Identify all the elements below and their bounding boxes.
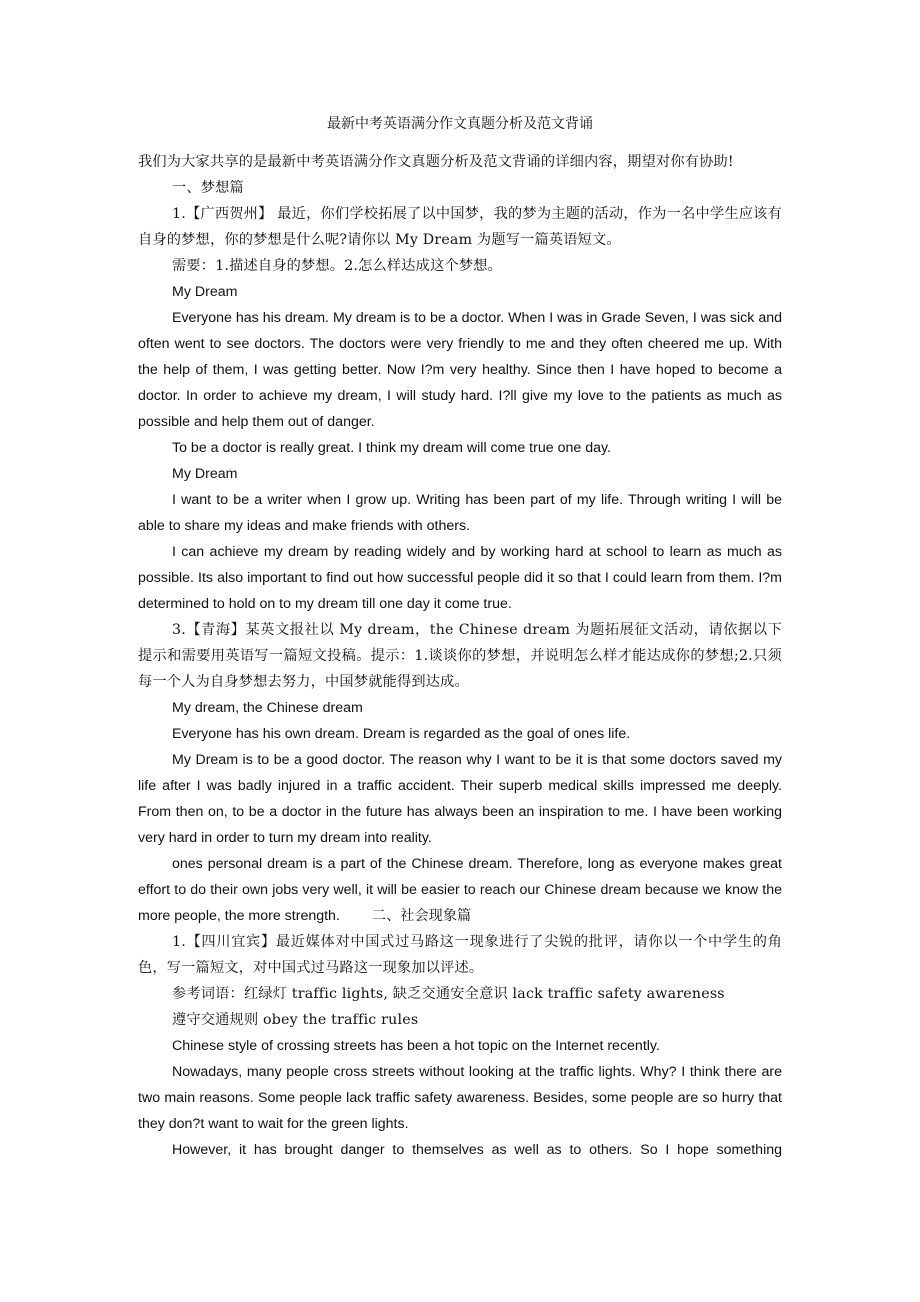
document-title: 最新中考英语满分作文真题分析及范文背诵 bbox=[327, 116, 593, 132]
vocabulary-line-2: 遵守交通规则 obey the traffic rules bbox=[172, 1012, 419, 1028]
essay-3-paragraph-2: My Dream is to be a good doctor. The reason why I want to be it is that some doctors saved my life after I was badly injured in a traffic accident. Their superb medical skills impressed me deeply. From then on, to be a doctor in the future has always been an inspiration to me. I have been working very hard in order to turn my dream into reality. bbox=[138, 752, 782, 846]
intro-paragraph: 我们为大家共享的是最新中考英语满分作文真题分析及范文背诵的详细内容，期望对你有协助! bbox=[138, 154, 734, 170]
essay-1-title: My Dream bbox=[172, 284, 238, 300]
essay-1-paragraph-1: Everyone has his dream. My dream is to be a doctor. When I was in Grade Seven, I was sick and often went to see doctors. The doctors were very friendly to me and they often cheered me up. With the help of them, I was getting better. Now I?m very healthy. Since then I have hoped to become a doctor. In order to achieve my dream, I will study hard. I?ll give my love to the patients as much as possible and help them out of danger. bbox=[138, 310, 782, 430]
essay-4-paragraph-3: However, it has brought danger to themselves as well as to others. So I hope something bbox=[172, 1142, 782, 1158]
vocabulary-line-1: 参考词语：红绿灯 traffic lights, 缺乏交通安全意识 lack traffic safety awareness bbox=[172, 986, 725, 1002]
essay-2-paragraph-2: I can achieve my dream by reading widely and by working hard at school to learn as much as possible. Its also important to find out how successful people did it so that I could learn from them. I?m determined to hold on to my dream till one day it come true. bbox=[138, 544, 782, 612]
question-sichuan-prompt: 1.【四川宜宾】最近媒体对中国式过马路这一现象进行了尖锐的批评，请你以一个中学生的角色，写一篇短文，对中国式过马路这一现象加以评述。 bbox=[138, 934, 782, 976]
essay-2-paragraph-1: I want to be a writer when I grow up. Writing has been part of my life. Through writing I will be able to share my ideas and make friends with others. bbox=[138, 492, 782, 534]
essay-1-paragraph-2: To be a doctor is really great. I think my dream will come true one day. bbox=[172, 440, 611, 456]
document-body bbox=[138, 149, 782, 1163]
essay-3-paragraph-3 bbox=[138, 851, 782, 929]
essay-3-paragraph-1: Everyone has his own dream. Dream is regarded as the goal of ones life. bbox=[172, 726, 631, 742]
essay-4-paragraph-2: Nowadays, many people cross streets without looking at the traffic lights. Why? I think there are two main reasons. Some people lack traffic safety awareness. Besides, some people are so hurry that they don?t want to wait for the green lights. bbox=[138, 1064, 782, 1132]
question-qinghai-prompt: 3.【青海】某英文报社以 My dream，the Chinese dream 为题拓展征文活动，请依据以下提示和需要用英语写一篇短文投稿。提示：1.谈谈你的梦想，并说明怎么样才能达成你的梦想;2.只须每一个人为自身梦想去努力，中国梦就能得到达成。 bbox=[138, 622, 782, 690]
question-hezhou-requirement: 需要：1.描述自身的梦想。2.怎么样达成这个梦想。 bbox=[172, 258, 503, 274]
question-hezhou-prompt: 1.【广西贺州】 最近，你们学校拓展了以中国梦，我的梦为主题的活动，作为一名中学生应该有自身的梦想，你的梦想是什么呢?请你以 My Dream 为题写一篇英语短文。 bbox=[138, 206, 782, 248]
section-heading-social: 二、社会现象篇 bbox=[371, 908, 472, 924]
essay-3-title: My dream, the Chinese dream bbox=[172, 700, 363, 716]
essay-2-title: My Dream bbox=[172, 466, 238, 482]
essay-4-paragraph-1: Chinese style of crossing streets has been a hot topic on the Internet recently. bbox=[172, 1038, 660, 1054]
section-heading-dream: 一、梦想篇 bbox=[172, 180, 244, 196]
essay-3-paragraph-3-text: ones personal dream is a part of the Chinese dream. Therefore, long as everyone makes great effort to do their own jobs very well, it will be easier to reach our Chinese dream because we know the more people, the more strength. bbox=[138, 856, 782, 924]
